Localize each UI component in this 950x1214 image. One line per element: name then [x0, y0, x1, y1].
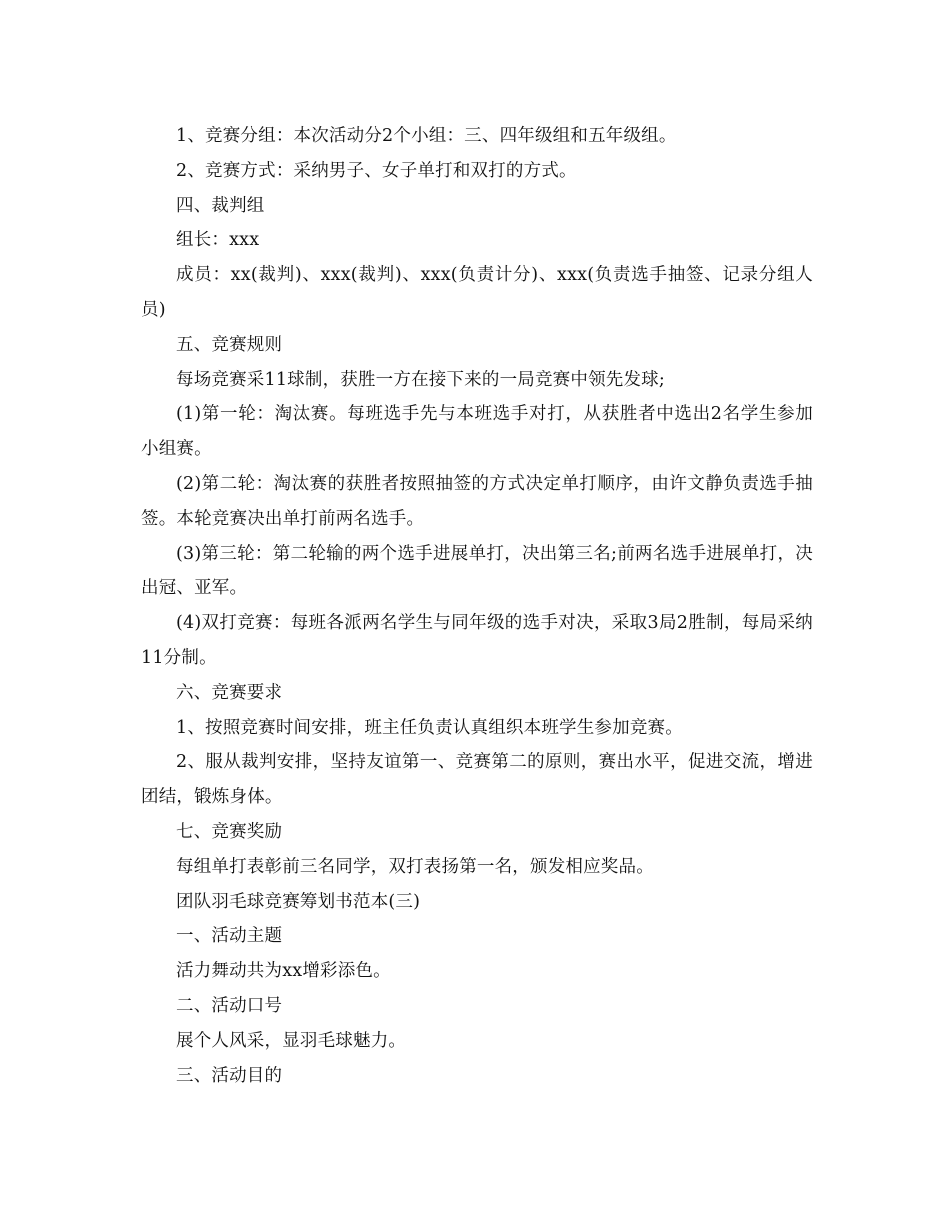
paragraph-leader: 组长：xxx: [176, 230, 260, 251]
paragraph-slogan: 展个人风采，显羽毛球魅力。: [176, 1030, 407, 1051]
paragraph-awards: 每组单打表彰前三名同学，双打表扬第一名，颁发相应奖品。: [176, 856, 654, 877]
heading-purpose: 三、活动目的: [176, 1065, 283, 1086]
heading-awards: 七、竞赛奖励: [176, 821, 283, 842]
paragraph-scoring: 每场竞赛采11球制，获胜一方在接下来的一局竞赛中领先发球;: [176, 369, 665, 390]
heading-plan-three: 团队羽毛球竞赛筹划书范本(三): [176, 891, 421, 912]
paragraph-theme: 活力舞动共为xx增彩添色。: [176, 961, 391, 982]
heading-theme: 一、活动主题: [176, 926, 283, 947]
paragraph-round-2: (2)第二轮：淘汰赛的获胜者按照抽签的方式决定单打顺序，由许文静负责选手抽签。本轮竞赛决出单打前两名选手。: [141, 473, 813, 529]
paragraph-grouping: 1、竞赛分组：本次活动分2个小组：三、四年级组和五年级组。: [176, 126, 677, 146]
heading-referee-group: 四、裁判组: [176, 195, 265, 216]
document-body: [141, 119, 813, 1093]
heading-rules: 五、竞赛规则: [176, 334, 283, 355]
paragraph-requirement-2: 2、服从裁判安排，坚持友谊第一、竞赛第二的原则，赛出水平，促进交流，增进团结，锻炼身体。: [141, 752, 813, 808]
heading-slogan: 二、活动口号: [176, 995, 283, 1016]
heading-requirements: 六、竞赛要求: [176, 682, 283, 703]
paragraph-doubles: (4)双打竞赛：每班各派两名学生与同年级的选手对决，采取3局2胜制，每局采纳11分制。: [141, 613, 813, 668]
paragraph-round-1: (1)第一轮：淘汰赛。每班选手先与本班选手对打，从获胜者中选出2名学生参加小组赛。: [141, 404, 813, 460]
paragraph-requirement-1: 1、按照竞赛时间安排，班主任负责认真组织本班学生参加竞赛。: [176, 717, 683, 738]
paragraph-method: 2、竞赛方式：采纳男子、女子单打和双打的方式。: [176, 160, 577, 181]
paragraph-members: 成员：xx(裁判)、xxx(裁判)、xxx(负责计分)、xxx(负责选手抽签、记录分组人员): [141, 265, 813, 320]
paragraph-round-3: (3)第三轮：第二轮输的两个选手进展单打，决出第三名;前两名选手进展单打，决出冠、亚军。: [141, 543, 813, 599]
